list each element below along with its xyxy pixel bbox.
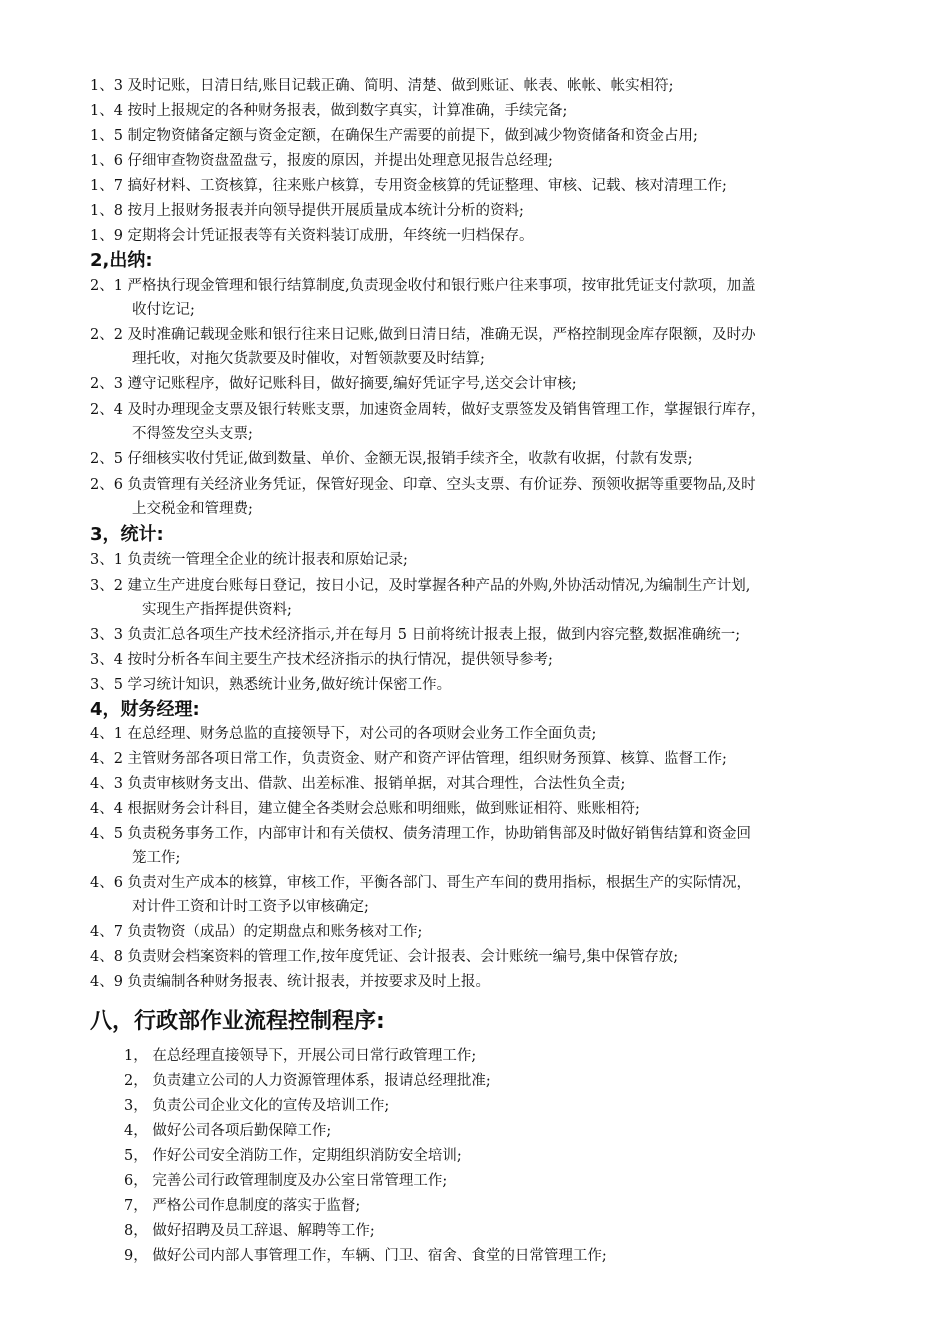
item-text: 3、2 建立生产进度台账每日登记，按日小记，及时掌握各种产品的外购,外协活动情况,为编制生产计划, [90,578,751,594]
list-item [90,871,890,915]
list-item: 1、5 制定物资储备定额与资金定额，在确保生产需要的前提下，做到减少物资储备和资金占用; [90,128,698,144]
list-item: 8， 做好招聘及员工辞退、解聘等工作; [124,1223,375,1239]
list-item: 4、1 在总经理、财务总监的直接领导下，对公司的各项财会业务工作全面负责; [90,726,597,742]
list-item: 2、3 遵守记账程序，做好记账科目，做好摘要,编好凭证字号,送交会计审核; [90,376,577,392]
item-text: 2、1 严格执行现金管理和银行结算制度,负责现金收付和银行账户往来事项，按审批凭证支付款项，加盖 [90,278,756,294]
list-item: 4、8 负责财会档案资料的管理工作,按年度凭证、会计报表、会计账统一编号,集中保管存放; [90,949,679,965]
list-item: 1、9 定期将会计凭证报表等有关资料装订成册，年终统一归档保存。 [90,228,534,244]
list-item: 1、3 及时记账，日清日结,账目记载正确、简明、清楚、做到账证、帐表、帐帐、帐实相符; [90,78,674,94]
list-item [90,323,890,367]
list-item [90,822,890,866]
section-heading-finance-manager: 4，财务经理: [90,699,200,720]
list-item: 4、2 主管财务部各项日常工作，负责资金、财产和资产评估管理，组织财务预算、核算、监督工作; [90,751,727,767]
item-text-continued: 笼工作; [132,850,181,866]
list-item: 3、5 学习统计知识，熟悉统计业务,做好统计保密工作。 [90,677,452,693]
list-item: 2， 负责建立公司的人力资源管理体系，报请总经理批准; [124,1073,491,1089]
item-text-continued: 不得签发空头支票; [132,426,253,442]
list-item: 7， 严格公司作息制度的落实于监督; [124,1198,361,1214]
list-item: 4、9 负责编制各种财务报表、统计报表，并按要求及时上报。 [90,974,491,990]
list-item: 3、4 按时分析各车间主要生产技术经济指示的执行情况，提供领导参考; [90,652,553,668]
list-item: 6， 完善公司行政管理制度及办公室日常管理工作; [124,1173,448,1189]
list-item: 4、3 负责审核财务支出、借款、出差标准、报销单据，对其合理性，合法性负全责; [90,776,626,792]
list-item [90,473,890,517]
list-item [90,574,890,618]
item-text: 2、4 及时办理现金支票及银行转账支票，加速资金周转，做好支票签发及销售管理工作，掌握银行库存， [90,402,766,418]
list-item: 9， 做好公司内部人事管理工作，车辆、门卫、宿舍、食堂的日常管理工作; [124,1248,607,1264]
list-item: 4、7 负责物资（成品）的定期盘点和账务核对工作; [90,924,423,940]
item-text: 2、6 负责管理有关经济业务凭证，保管好现金、印章、空头支票、有价证券、预领收据等重要物品,及时 [90,477,756,493]
list-item: 1， 在总经理直接领导下，开展公司日常行政管理工作; [124,1048,477,1064]
list-item: 1、4 按时上报规定的各种财务报表，做到数字真实，计算准确，手续完备; [90,103,568,119]
list-item: 3、1 负责统一管理全企业的统计报表和原始记录; [90,552,408,568]
section-heading-statistics: 3，统计: [90,524,164,545]
item-text-continued: 对计件工资和计时工资予以审核确定; [132,899,369,915]
list-item: 3， 负责公司企业文化的宣传及培训工作; [124,1098,390,1114]
list-item: 5， 作好公司安全消防工作，定期组织消防安全培训; [124,1148,462,1164]
list-item: 4， 做好公司各项后勤保障工作; [124,1123,332,1139]
item-text-continued: 上交税金和管理费; [132,501,253,517]
list-item: 1、6 仔细审查物资盘盈盘亏，报废的原因，并提出处理意见报告总经理; [90,153,553,169]
item-text: 4、5 负责税务事务工作，内部审计和有关债权、债务清理工作，协助销售部及时做好销售结算和资金回 [90,826,752,842]
item-text-continued: 理托收，对拖欠货款要及时催收，对暂领款要及时结算; [132,351,485,367]
list-item: 4、4 根据财务会计科目，建立健全各类财会总账和明细账，做到账证相符、账账相符; [90,801,640,817]
section-heading-cashier: 2,出纳: [90,250,153,271]
item-text-continued: 收付讫记; [132,302,195,318]
list-item [90,398,890,442]
item-text: 2、2 及时准确记载现金账和银行往来日记账,做到日清日结，准确无误，严格控制现金库存限额，及时办 [90,327,756,343]
item-text: 4、6 负责对生产成本的核算，审核工作，平衡各部门、哥生产车间的费用指标，根据生产的实际情况， [90,875,752,891]
list-item: 3、3 负责汇总各项生产技术经济指示,并在每月 5 日前将统计报表上报，做到内容完整,数据准确统一; [90,627,741,643]
item-text-continued: 实现生产指挥提供资料; [142,602,292,618]
list-item: 1、8 按月上报财务报表并向领导提供开展质量成本统计分析的资料; [90,203,524,219]
list-item: 1、7 搞好材料、工资核算，往来账户核算，专用资金核算的凭证整理、审核、记载、核对清理工作; [90,178,727,194]
list-item [90,274,890,318]
list-item: 2、5 仔细核实收付凭证,做到数量、单价、金额无误,报销手续齐全，收款有收据，付款有发票; [90,451,693,467]
chapter-heading-admin: 八，行政部作业流程控制程序: [90,1009,385,1034]
